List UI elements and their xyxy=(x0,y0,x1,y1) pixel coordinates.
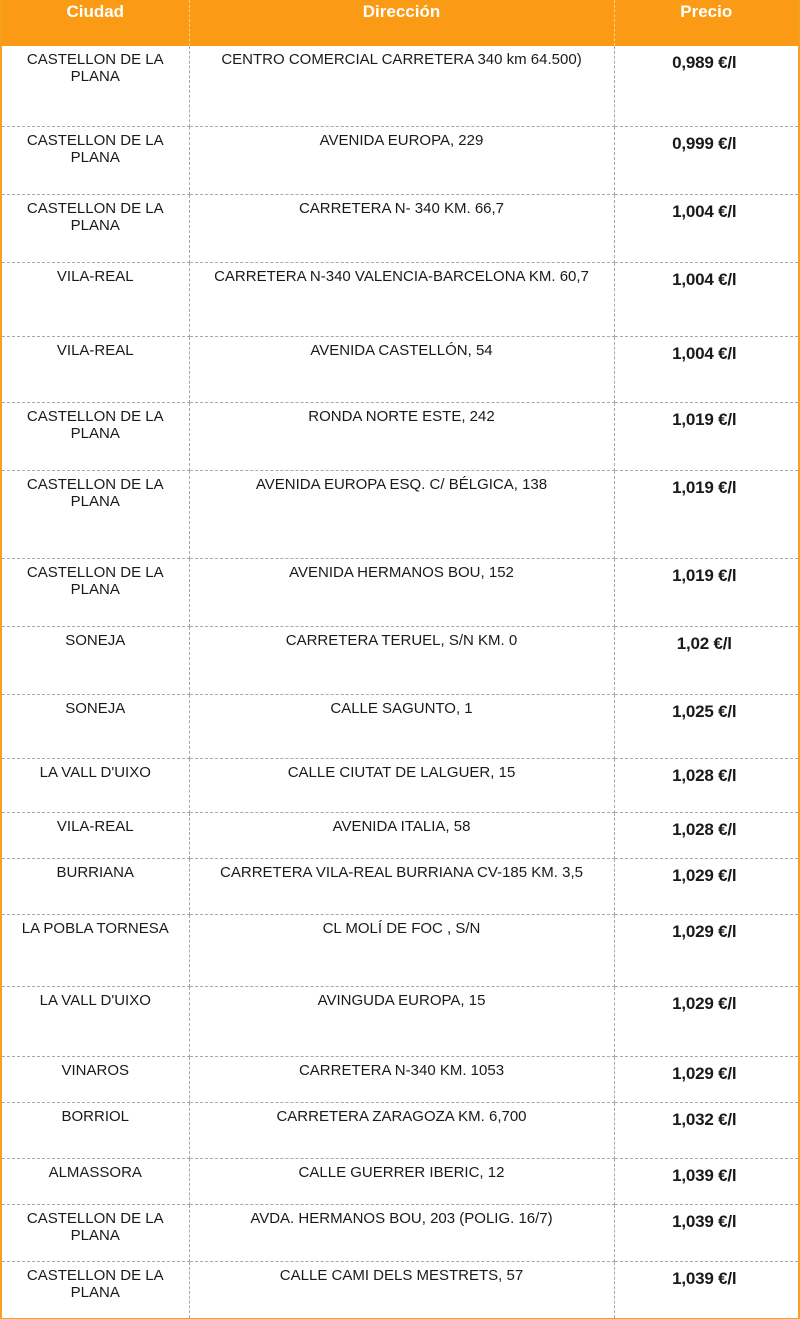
table-row xyxy=(2,46,798,126)
column-header-city: Ciudad xyxy=(2,0,189,46)
table-row xyxy=(2,194,798,262)
cell-city: LA POBLA TORNESA xyxy=(2,914,189,986)
cell-address: AVENIDA EUROPA ESQ. C/ BÉLGICA, 138 xyxy=(189,470,614,558)
cell-price: 1,028 €/l xyxy=(614,758,798,812)
cell-price: 1,025 €/l xyxy=(614,694,798,758)
cell-price: 1,004 €/l xyxy=(614,336,798,402)
table-row xyxy=(2,1261,798,1318)
table-body xyxy=(2,46,798,1318)
table-row xyxy=(2,126,798,194)
table-row xyxy=(2,758,798,812)
cell-address: CL MOLÍ DE FOC , S/N xyxy=(189,914,614,986)
table-row xyxy=(2,402,798,470)
cell-city: CASTELLON DE LA PLANA xyxy=(2,470,189,558)
cell-address: CALLE SAGUNTO, 1 xyxy=(189,694,614,758)
cell-address: CARRETERA TERUEL, S/N KM. 0 xyxy=(189,626,614,694)
cell-city: SONEJA xyxy=(2,694,189,758)
cell-city: CASTELLON DE LA PLANA xyxy=(2,402,189,470)
cell-address: CARRETERA ZARAGOZA KM. 6,700 xyxy=(189,1102,614,1158)
cell-city: CASTELLON DE LA PLANA xyxy=(2,126,189,194)
cell-price: 1,029 €/l xyxy=(614,914,798,986)
cell-price: 0,999 €/l xyxy=(614,126,798,194)
cell-address: RONDA NORTE ESTE, 242 xyxy=(189,402,614,470)
cell-city: VILA-REAL xyxy=(2,812,189,858)
cell-address: CALLE GUERRER IBERIC, 12 xyxy=(189,1158,614,1204)
column-header-price: Precio xyxy=(614,0,798,46)
cell-price: 0,989 €/l xyxy=(614,46,798,126)
table-row xyxy=(2,1102,798,1158)
cell-city: BURRIANA xyxy=(2,858,189,914)
cell-price: 1,02 €/l xyxy=(614,626,798,694)
cell-price: 1,028 €/l xyxy=(614,812,798,858)
cell-price: 1,029 €/l xyxy=(614,1056,798,1102)
cell-address: AVENIDA CASTELLÓN, 54 xyxy=(189,336,614,402)
table-row xyxy=(2,914,798,986)
cell-price: 1,039 €/l xyxy=(614,1158,798,1204)
column-header-address: Dirección xyxy=(189,0,614,46)
cell-city: BORRIOL xyxy=(2,1102,189,1158)
cell-address: CARRETERA VILA-REAL BURRIANA CV-185 KM. 3,5 xyxy=(189,858,614,914)
cell-city: CASTELLON DE LA PLANA xyxy=(2,1204,189,1261)
table-row xyxy=(2,812,798,858)
cell-price: 1,004 €/l xyxy=(614,194,798,262)
table-row xyxy=(2,858,798,914)
cell-address: CARRETERA N-340 VALENCIA-BARCELONA KM. 60,7 xyxy=(189,262,614,336)
cell-city: CASTELLON DE LA PLANA xyxy=(2,194,189,262)
table-row xyxy=(2,626,798,694)
cell-city: VILA-REAL xyxy=(2,262,189,336)
cell-price: 1,019 €/l xyxy=(614,558,798,626)
table-row xyxy=(2,1056,798,1102)
table-row xyxy=(2,558,798,626)
cell-address: CARRETERA N-340 KM. 1053 xyxy=(189,1056,614,1102)
cell-address: CARRETERA N- 340 KM. 66,7 xyxy=(189,194,614,262)
cell-address: CALLE CIUTAT DE LALGUER, 15 xyxy=(189,758,614,812)
cell-city: CASTELLON DE LA PLANA xyxy=(2,1261,189,1318)
cell-city: SONEJA xyxy=(2,626,189,694)
cell-city: VILA-REAL xyxy=(2,336,189,402)
cell-city: LA VALL D'UIXO xyxy=(2,758,189,812)
cell-address: CALLE CAMI DELS MESTRETS, 57 xyxy=(189,1261,614,1318)
table-row xyxy=(2,694,798,758)
cell-price: 1,004 €/l xyxy=(614,262,798,336)
cell-price: 1,039 €/l xyxy=(614,1204,798,1261)
cell-address: CENTRO COMERCIAL CARRETERA 340 km 64.500) xyxy=(189,46,614,126)
cell-address: AVENIDA HERMANOS BOU, 152 xyxy=(189,558,614,626)
cell-city: CASTELLON DE LA PLANA xyxy=(2,46,189,126)
fuel-price-table xyxy=(2,0,798,1318)
table-row xyxy=(2,1158,798,1204)
cell-city: VINAROS xyxy=(2,1056,189,1102)
cell-address: AVENIDA EUROPA, 229 xyxy=(189,126,614,194)
table-row xyxy=(2,336,798,402)
table-header xyxy=(2,0,798,46)
cell-address: AVENIDA ITALIA, 58 xyxy=(189,812,614,858)
table-row xyxy=(2,986,798,1056)
table-row xyxy=(2,262,798,336)
cell-price: 1,019 €/l xyxy=(614,470,798,558)
cell-price: 1,039 €/l xyxy=(672,1268,737,1288)
cell-city: LA VALL D'UIXO xyxy=(2,986,189,1056)
cell-price: 1,019 €/l xyxy=(614,402,798,470)
cell-price: 1,029 €/l xyxy=(614,858,798,914)
cell-address: AVDA. HERMANOS BOU, 203 (POLIG. 16/7) xyxy=(189,1204,614,1261)
table-row xyxy=(2,470,798,558)
cell-price: 1,029 €/l xyxy=(614,986,798,1056)
cell-price: 1,032 €/l xyxy=(614,1102,798,1158)
cell-address: AVINGUDA EUROPA, 15 xyxy=(189,986,614,1056)
table-row xyxy=(2,1204,798,1261)
cell-city: ALMASSORA xyxy=(2,1158,189,1204)
cell-city: CASTELLON DE LA PLANA xyxy=(2,558,189,626)
